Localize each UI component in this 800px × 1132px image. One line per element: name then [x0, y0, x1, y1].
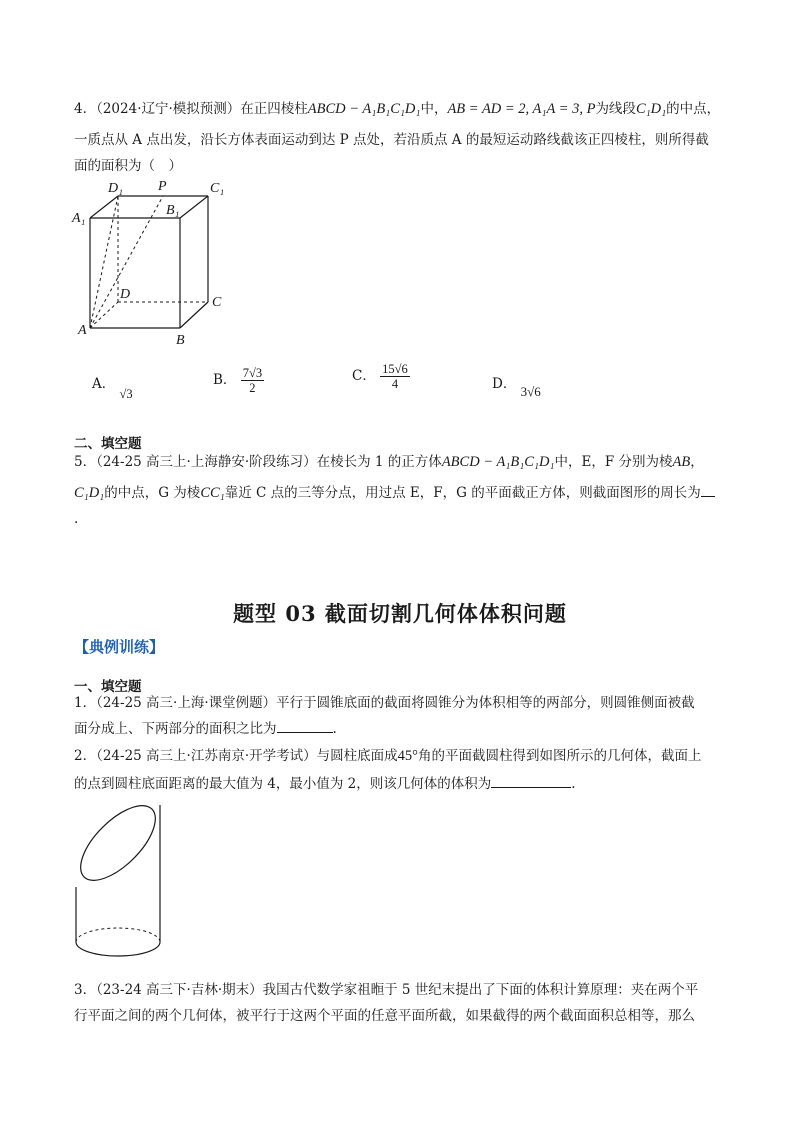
label-d: D: [120, 287, 131, 302]
label-c: C: [212, 295, 222, 310]
q1-answer-blank[interactable]: [277, 718, 333, 733]
base-back-arc-hidden: [76, 928, 160, 942]
cut-ellipse: [69, 795, 168, 892]
q5-line1: 5．（24-25 高三上·上海静安·阶段练习）在棱长为 1 的正方体ABCD − A₁B₁C₁D₁中，E，F 分别为棱AB，: [74, 454, 704, 470]
label-p: P: [158, 179, 167, 194]
truncated-cylinder-figure: [66, 795, 176, 970]
option-c[interactable]: C． $\frac{15√6}{4}$: [352, 362, 408, 391]
section-fill-blank: 二、填空题: [74, 436, 142, 452]
option-a[interactable]: A． √3: [92, 376, 133, 401]
prism-figure: [60, 178, 250, 348]
q1-line2: 面分成上、下两部分的面积之比为 .: [74, 718, 337, 739]
q5-line2: C₁D₁的中点，G 为棱CC₁靠近 C 点的三等分点，用过点 E，F，G 的平面截正方体，则截面图形的周长为: [74, 482, 715, 503]
section-fill-blank-1: 一、填空题: [74, 679, 142, 695]
label-a: A: [78, 323, 87, 338]
q2-answer-blank[interactable]: [491, 773, 571, 788]
q2-line2: 的点到圆柱底面距离的最大值为 4，最小值为 2，则该几何体的体积为 .: [74, 773, 576, 794]
q4-line3: 面的面积为（ ）: [74, 158, 182, 174]
q5-end: .: [74, 511, 79, 527]
q1-line1: 1．（24-25 高三·上海·课堂例题）平行于圆锥底面的截面将圆锥分为体积相等的两部分，则圆锥侧面被截: [74, 695, 695, 711]
q4-line1: 4．（2024·辽宁·模拟预测）在正四棱柱ABCD − A₁B₁C₁D₁中，AB = AD = 2, A₁A = 3, P为线段C₁D₁的中点，: [74, 101, 721, 117]
q3-line1: 3．（23-24 高三下·吉林·期末）我国古代数学家祖暅于 5 世纪末提出了下面的体积计算原理：夹在两个平: [74, 982, 699, 998]
q5-answer-blank[interactable]: [701, 482, 715, 497]
label-b: B: [176, 333, 185, 348]
page-title: 题型 03 截面切割几何体体积问题: [233, 601, 567, 626]
label-d1: D₁: [108, 181, 123, 196]
option-d[interactable]: D． 3√6: [492, 376, 541, 399]
path-ap-hidden: [90, 196, 163, 328]
label-a1: A₁: [72, 211, 86, 226]
edge-ad-hidden: [90, 302, 118, 328]
q2-line1: 2．（24-25 高三上·江苏南京·开学考试）与圆柱底面成45°角的平面截圆柱得到如图所示的几何体，截面上: [74, 748, 702, 764]
base-front-arc: [76, 942, 160, 956]
q3-line2: 行平面之间的两个几何体，被平行于这两个平面的任意平面所截，如果截得的两个截面面积总相等，那么: [74, 1008, 695, 1024]
path-ad1-hidden: [90, 196, 118, 328]
label-b1: B₁: [166, 203, 180, 218]
label-c1: C₁: [210, 181, 225, 196]
q4-line2: 一质点从 A 点出发，沿长方体表面运动到达 P 点处，若沿质点 A 的最短运动路线截该正四棱柱，则所得截: [74, 132, 709, 148]
option-b[interactable]: B． $\frac{7√3}{2}$: [213, 366, 263, 395]
edge-b1c1: [180, 196, 208, 218]
edge-bc: [180, 302, 208, 328]
example-label: 【典例训练】: [74, 638, 165, 656]
